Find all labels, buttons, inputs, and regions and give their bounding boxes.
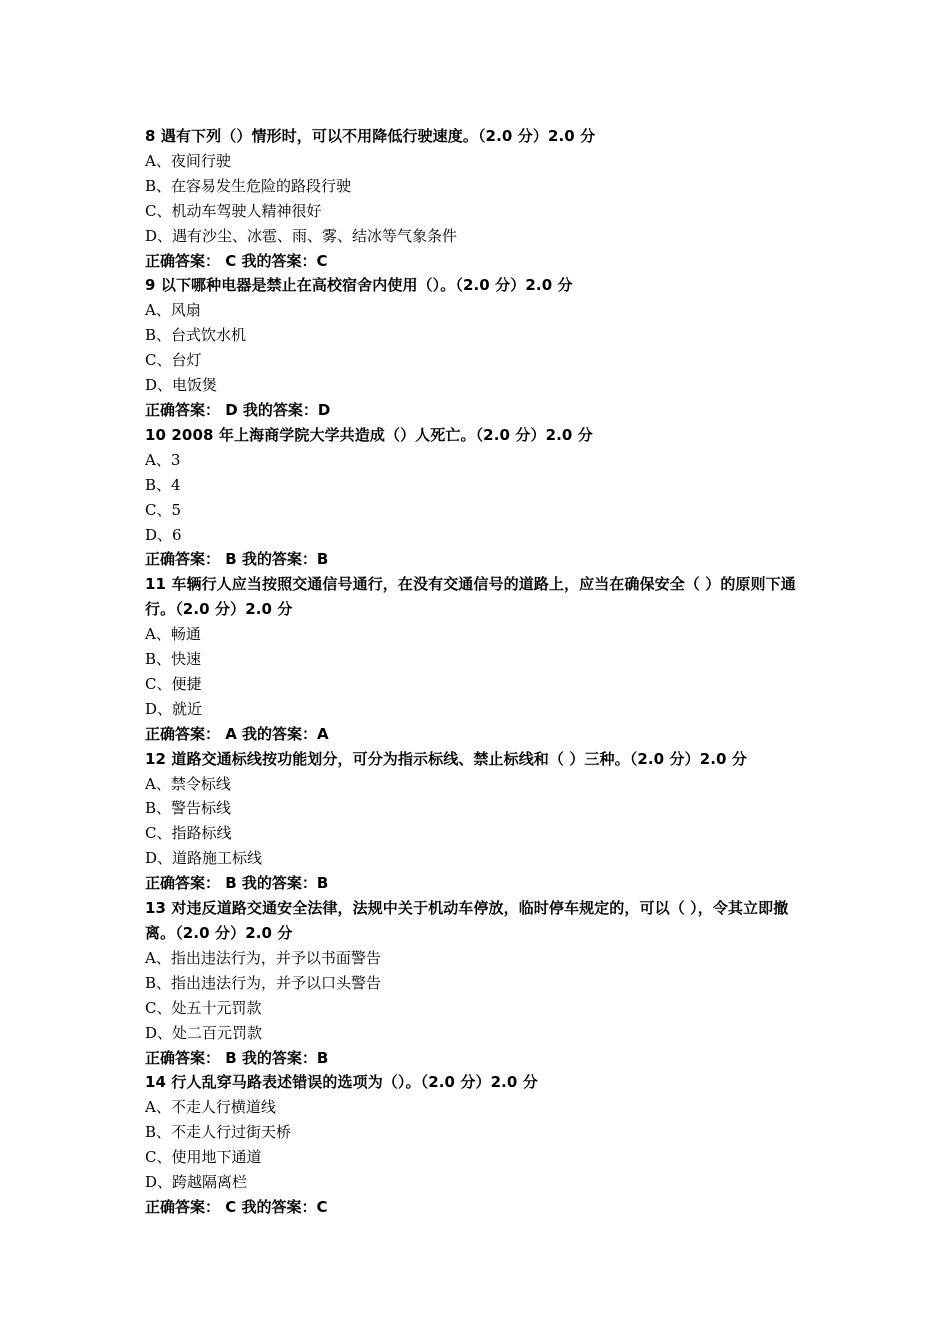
quiz-document xyxy=(145,124,813,1220)
question-text: 12 道路交通标线按功能划分，可分为指示标线、禁止标线和（ ）三种。（2.0 分）2.0 分 xyxy=(145,749,748,768)
answer-line: 正确答案： B 我的答案：B xyxy=(145,1048,329,1067)
option-a: A、指出违法行为，并予以书面警告 xyxy=(145,948,381,967)
question-10 xyxy=(145,423,813,572)
option-d: D、遇有沙尘、冰雹、雨、雾、结冰等气象条件 xyxy=(145,226,458,245)
option-d: D、处二百元罚款 xyxy=(145,1023,263,1042)
option-a: A、禁令标线 xyxy=(145,774,231,793)
option-a: A、风扇 xyxy=(145,301,201,320)
question-13 xyxy=(145,896,813,1070)
question-9 xyxy=(145,273,813,422)
option-c: C、机动车驾驶人精神很好 xyxy=(145,201,322,220)
question-text: 9 以下哪种电器是禁止在高校宿舍内使用（）。（2.0 分）2.0 分 xyxy=(145,276,573,295)
option-b: B、不走人行过街天桥 xyxy=(145,1123,292,1142)
option-c: C、便捷 xyxy=(145,674,202,693)
question-8 xyxy=(145,124,813,273)
question-text: 8 遇有下列（）情形时，可以不用降低行驶速度。（2.0 分）2.0 分 xyxy=(145,127,596,145)
option-b: B、指出违法行为，并予以口头警告 xyxy=(145,973,382,992)
option-d: D、就近 xyxy=(145,699,203,718)
option-a: A、畅通 xyxy=(145,625,201,644)
option-d: D、6 xyxy=(145,525,182,544)
option-a: A、不走人行横道线 xyxy=(145,1098,276,1117)
answer-line: 正确答案： D 我的答案：D xyxy=(145,400,331,419)
question-12 xyxy=(145,747,813,896)
question-text: 10 2008 年上海商学院大学共造成（）人死亡。（2.0 分）2.0 分 xyxy=(145,425,593,444)
answer-line: 正确答案： A 我的答案：A xyxy=(145,724,329,743)
question-text: 11 车辆行人应当按照交通信号通行，在没有交通信号的道路上，应当在确保安全（ ）的原则下通行。（2.0 分）2.0 分 xyxy=(145,575,796,619)
option-c: C、指路标线 xyxy=(145,824,232,843)
option-b: B、快速 xyxy=(145,650,202,669)
answer-line: 正确答案： B 我的答案：B xyxy=(145,874,329,893)
option-d: D、跨越隔离栏 xyxy=(145,1173,248,1192)
question-14 xyxy=(145,1070,813,1219)
option-b: B、在容易发生危险的路段行驶 xyxy=(145,176,352,195)
option-c: C、台灯 xyxy=(145,351,202,370)
option-b: B、台式饮水机 xyxy=(145,326,247,345)
answer-line: 正确答案： C 我的答案：C xyxy=(145,251,328,270)
question-text: 14 行人乱穿马路表述错误的选项为（）。（2.0 分）2.0 分 xyxy=(145,1073,538,1092)
option-b: B、警告标线 xyxy=(145,799,232,818)
option-d: D、道路施工标线 xyxy=(145,849,263,868)
option-c: C、使用地下通道 xyxy=(145,1148,262,1167)
answer-line: 正确答案： C 我的答案：C xyxy=(145,1197,328,1216)
option-a: A、夜间行驶 xyxy=(145,151,231,170)
option-a: A、3 xyxy=(145,450,181,469)
question-11 xyxy=(145,572,813,746)
option-c: C、5 xyxy=(145,500,182,519)
option-d: D、电饭煲 xyxy=(145,376,218,395)
answer-line: 正确答案： B 我的答案：B xyxy=(145,550,329,569)
option-b: B、4 xyxy=(145,475,181,494)
option-c: C、处五十元罚款 xyxy=(145,998,262,1017)
question-text: 13 对违反道路交通安全法律，法规中关于机动车停放，临时停车规定的，可以（ ），令其立即撤离。（2.0 分）2.0 分 xyxy=(145,899,789,942)
